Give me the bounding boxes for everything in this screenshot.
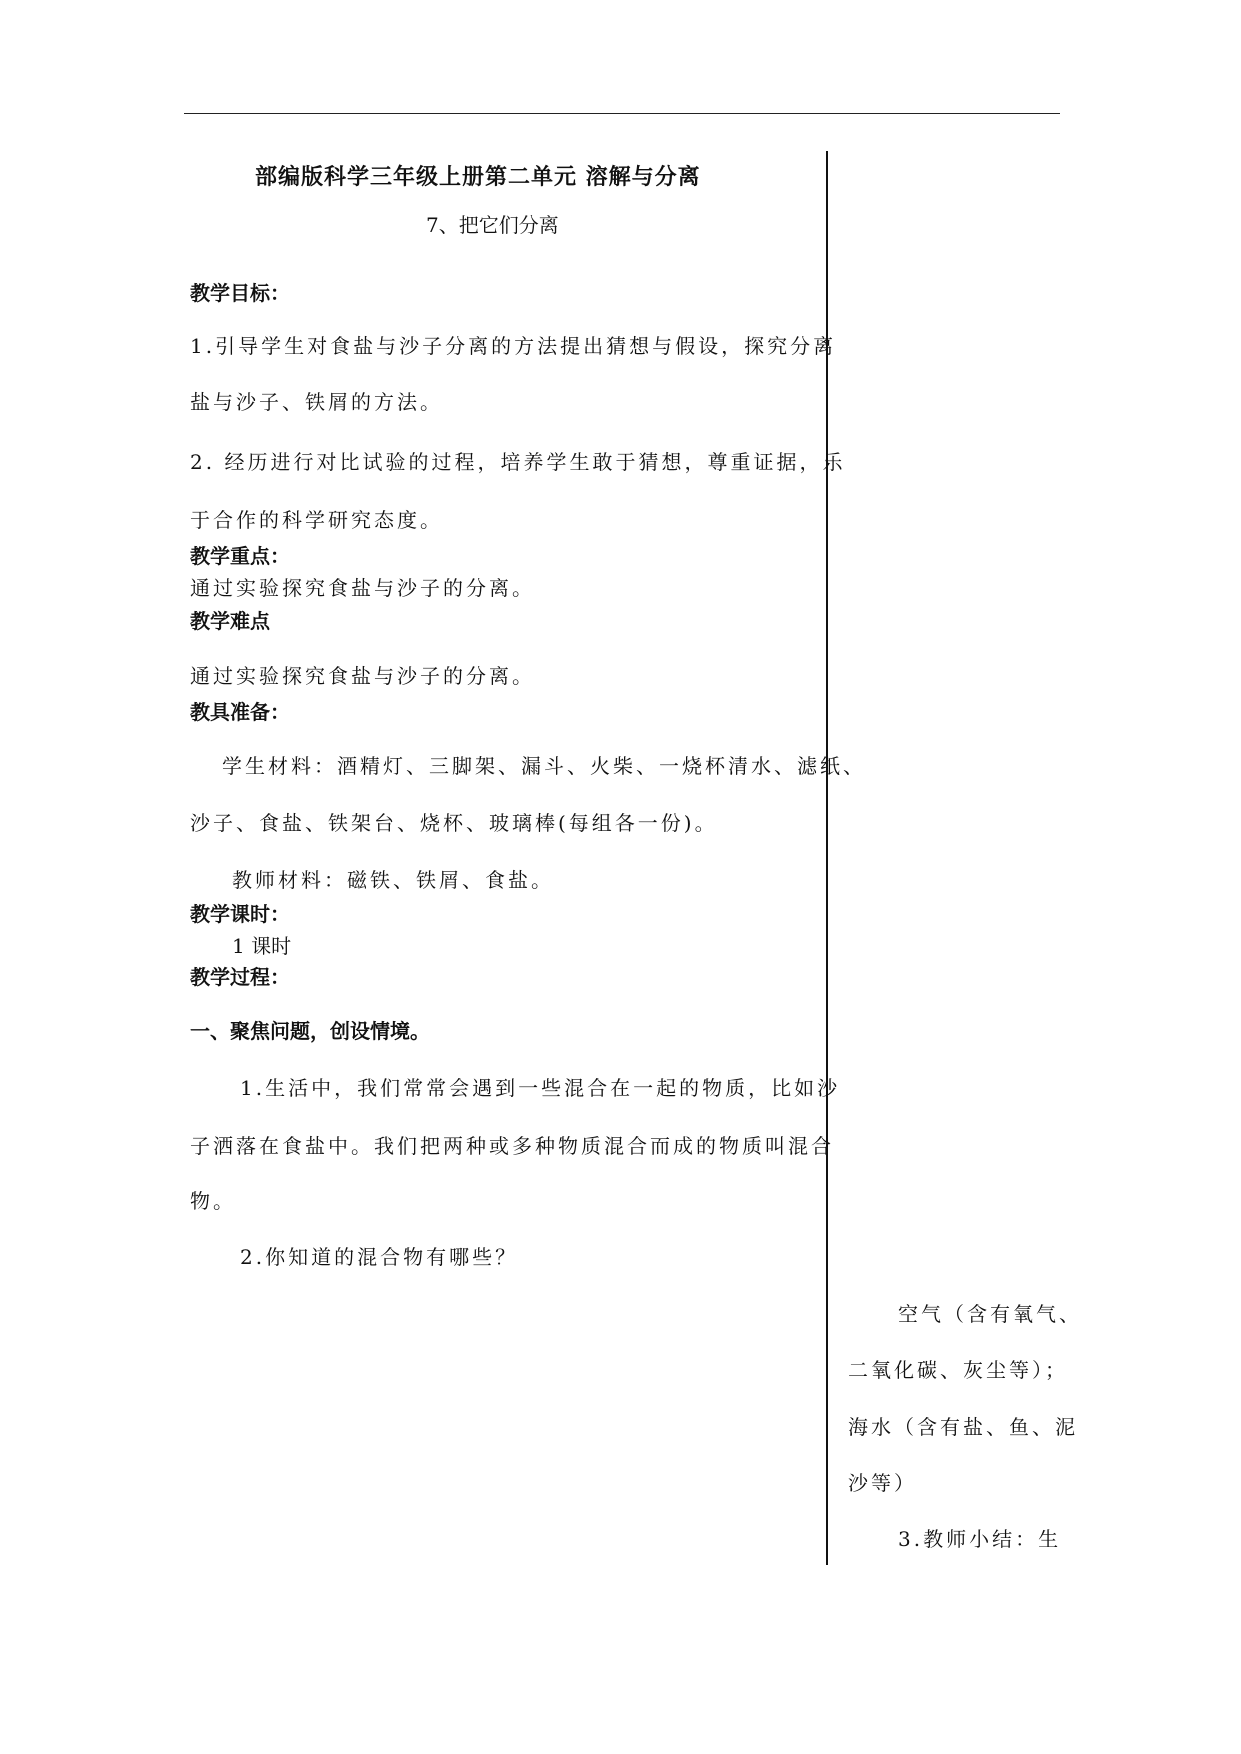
materials-heading: 教具准备： xyxy=(190,700,290,724)
difficulties-text: 通过实验探究食盐与沙子的分离。 xyxy=(190,664,535,688)
key-points-text: 通过实验探究食盐与沙子的分离。 xyxy=(190,576,535,600)
lesson-subtitle: 7、把它们分离 xyxy=(426,213,559,237)
objective-line: 于合作的科学研究态度。 xyxy=(190,508,443,532)
paragraph-line: 物。 xyxy=(190,1189,236,1213)
student-materials-line: 沙子、食盐、铁架台、烧杯、玻璃棒(每组各一份)。 xyxy=(190,811,718,835)
process-heading: 教学过程： xyxy=(190,965,290,989)
side-note-line: 空气（含有氧气、 xyxy=(898,1302,1082,1326)
key-points-heading: 教学重点： xyxy=(190,544,290,568)
hours-text: 1 课时 xyxy=(232,934,292,958)
objective-line: 盐与沙子、铁屑的方法。 xyxy=(190,390,443,414)
objective-line: 1.引导学生对食盐与沙子分离的方法提出猜想与假设，探究分离 xyxy=(190,334,837,358)
paragraph-line: 2.你知道的混合物有哪些？ xyxy=(240,1245,519,1269)
student-materials-line: 学生材料：酒精灯、三脚架、漏斗、火柴、一烧杯清水、滤纸、 xyxy=(222,754,866,778)
side-note-line: 二氧化碳、灰尘等）； xyxy=(848,1358,1068,1382)
paragraph-line: 子洒落在食盐中。我们把两种或多种物质混合而成的物质叫混合 xyxy=(190,1134,834,1158)
objective-line: 2. 经历进行对比试验的过程，培养学生敢于猜想，尊重证据，乐 xyxy=(190,450,846,474)
side-note-line: 沙等） xyxy=(848,1471,917,1495)
side-note-line: 3.教师小结：生 xyxy=(898,1527,1062,1551)
paragraph-line: 1.生活中，我们常常会遇到一些混合在一起的物质，比如沙 xyxy=(240,1076,841,1100)
section-heading: 一、聚焦问题，创设情境。 xyxy=(190,1019,430,1043)
side-note-line: 海水（含有盐、鱼、泥 xyxy=(848,1415,1078,1439)
teacher-materials: 教师材料：磁铁、铁屑、食盐。 xyxy=(232,868,554,892)
header-rule xyxy=(184,113,1060,114)
objectives-heading: 教学目标： xyxy=(190,281,290,305)
hours-heading: 教学课时： xyxy=(190,902,290,926)
document-title: 部编版科学三年级上册第二单元 溶解与分离 xyxy=(255,165,701,190)
column-divider xyxy=(826,151,828,1565)
difficulties-heading: 教学难点 xyxy=(190,609,270,633)
